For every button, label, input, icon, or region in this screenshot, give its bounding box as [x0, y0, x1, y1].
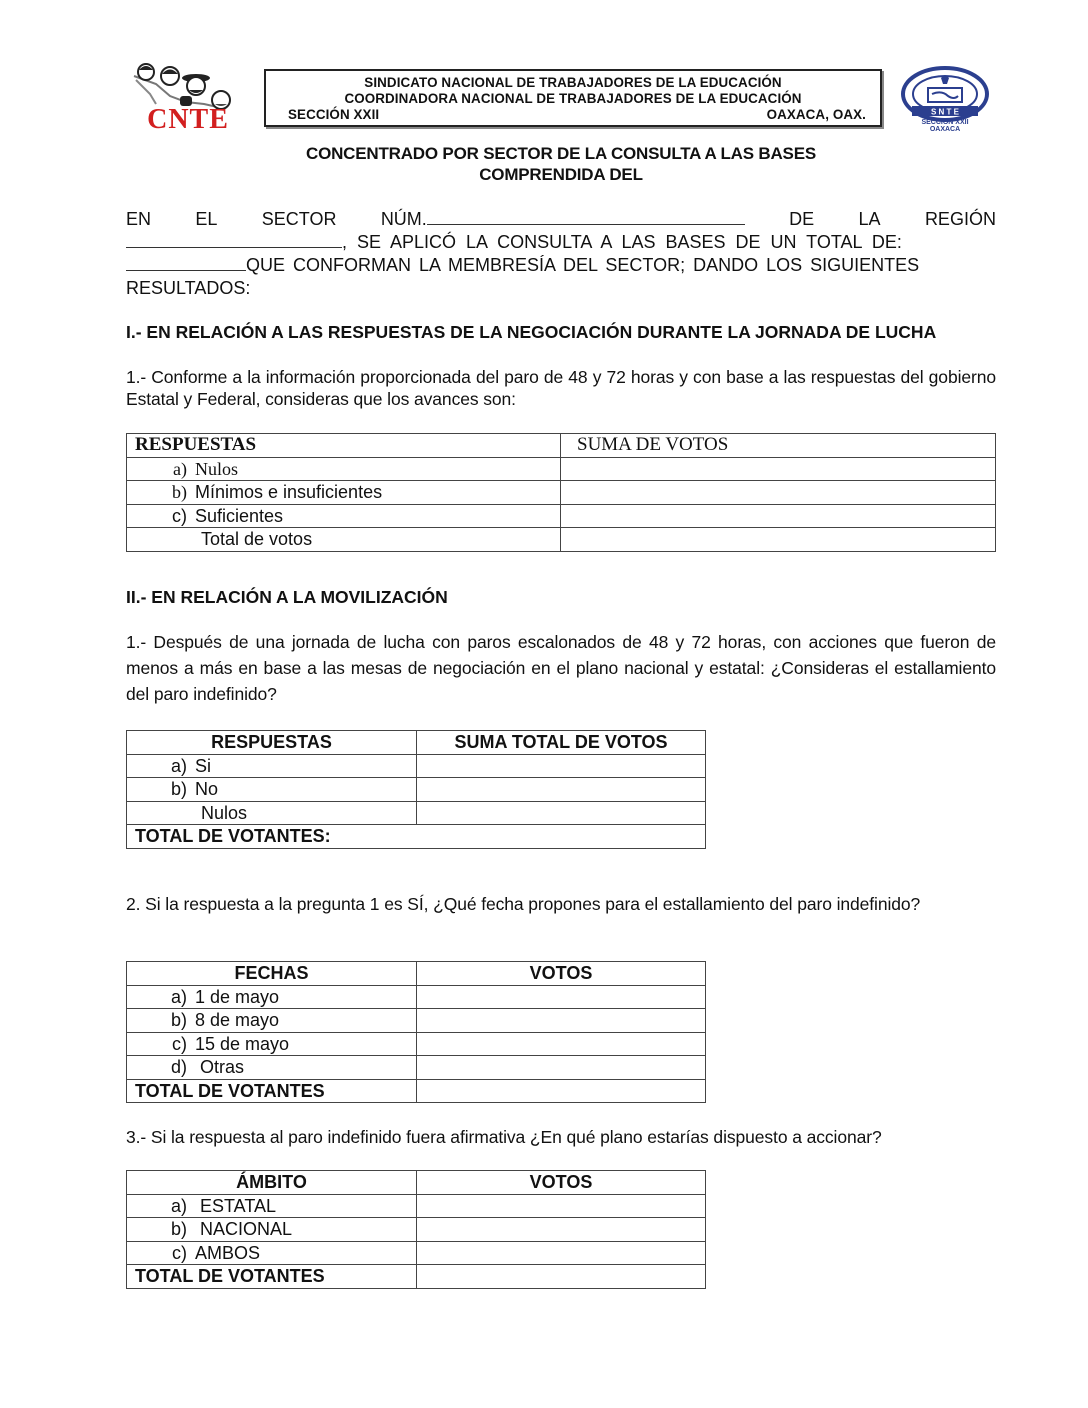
section-2-heading: II.- EN RELACIÓN A LA MOVILIZACIÓN	[126, 587, 448, 607]
votes-cell[interactable]	[417, 1194, 706, 1218]
svg-text:OAXACA: OAXACA	[929, 126, 961, 132]
sector-number-blank[interactable]	[427, 208, 745, 225]
column-header: SUMA TOTAL DE VOTOS	[417, 731, 706, 755]
region-blank[interactable]	[126, 231, 342, 248]
option-letter: a)	[173, 458, 187, 479]
votes-cell[interactable]	[417, 778, 706, 802]
header-line-3	[274, 107, 872, 123]
votes-cell[interactable]	[417, 1218, 706, 1242]
header-line-1: SINDICATO NACIONAL DE TRABAJADORES DE LA EDUCACIÓN	[364, 75, 782, 90]
column-header: FECHAS	[127, 962, 417, 986]
table-row	[127, 754, 706, 778]
table-row-total	[127, 1079, 706, 1103]
option-letter: a)	[170, 1195, 187, 1216]
table-row	[127, 504, 996, 528]
table-header-row	[127, 1171, 706, 1195]
section-2-question-1: 1.- Después de una jornada de lucha con paros escalonados de 48 y 72 horas, con acciones que fueron de menos a más en base a las mesas de negociación en el plano nacional y estatal: ¿Consideras el estallamiento del paro indefinido?	[126, 632, 996, 704]
header-line-2: COORDINADORA NACIONAL DE TRABAJADORES DE LA EDUCACIÓN	[344, 91, 802, 106]
option-label: 8 de mayo	[195, 1010, 280, 1031]
option-letter: c)	[172, 505, 187, 526]
intro-text: QUE CONFORMAN LA MEMBRESÍA DEL SECTOR; DANDO LOS SIGUIENTES	[246, 255, 920, 275]
intro-line-3	[126, 254, 996, 277]
votes-cell[interactable]	[417, 801, 706, 825]
votes-cell[interactable]	[561, 457, 996, 481]
intro-word: DE	[789, 209, 815, 229]
column-header: ÁMBITO	[127, 1171, 417, 1195]
intro-word: SECTOR	[261, 209, 337, 229]
section-1-heading: I.- EN RELACIÓN A LAS RESPUESTAS DE LA NEGOCIACIÓN DURANTE LA JORNADA DE LUCHA	[126, 322, 937, 342]
votes-cell[interactable]	[561, 481, 996, 505]
option-letter: c)	[172, 1033, 187, 1054]
votes-cell[interactable]	[417, 1056, 706, 1080]
option-letter: a)	[170, 986, 187, 1007]
option-label: 15 de mayo	[195, 1033, 290, 1054]
title-line-2: COMPRENDIDA DEL	[479, 165, 643, 184]
table-row-total	[127, 1265, 706, 1289]
votes-cell[interactable]	[417, 1241, 706, 1265]
option-label: Nulos	[195, 458, 239, 479]
votes-cell[interactable]	[561, 528, 996, 552]
votes-cell[interactable]	[417, 1009, 706, 1033]
option-letter: b)	[172, 482, 187, 503]
column-header: VOTOS	[417, 962, 706, 986]
option-label: Suficientes	[195, 505, 284, 526]
option-letter: d)	[170, 1057, 187, 1078]
intro-line-2	[126, 231, 996, 254]
option-label: Otras	[195, 1057, 245, 1078]
column-header: VOTOS	[417, 1171, 706, 1195]
option-label: No	[195, 779, 219, 800]
indefinite-strike-table	[126, 730, 706, 849]
total-voters-label: TOTAL DE VOTANTES:	[127, 825, 706, 849]
option-label: ESTATAL	[195, 1195, 277, 1216]
table-row	[127, 481, 996, 505]
table-row	[127, 1056, 706, 1080]
option-label: 1 de mayo	[195, 986, 280, 1007]
intro-word: EL	[195, 209, 218, 229]
option-label: Total de votos	[127, 528, 561, 552]
negotiation-results-table	[126, 433, 996, 552]
intro-paragraph	[126, 208, 996, 300]
svg-text:S N T E: S N T E	[930, 107, 960, 117]
votes-cell[interactable]	[417, 754, 706, 778]
column-header: SUMA DE VOTOS	[561, 434, 996, 458]
title-line-1: CONCENTRADO POR SECTOR DE LA CONSULTA A LAS BASES	[306, 144, 816, 163]
total-voters-label: TOTAL DE VOTANTES	[127, 1079, 417, 1103]
svg-text:CNTE: CNTE	[147, 104, 229, 130]
section-2-question-2: 2. Si la respuesta a la pregunta 1 es SÍ, ¿Qué fecha propones para el estallamiento del paro indefinido?	[126, 894, 921, 914]
table-header-row	[127, 434, 996, 458]
table-row	[127, 985, 706, 1009]
section-2-question-3: 3.- Si la respuesta al paro indefinido fuera afirmativa ¿En qué plano estarías dispuesto a accionar?	[126, 1127, 882, 1147]
option-label: Si	[195, 755, 212, 776]
option-letter: c)	[172, 1242, 187, 1263]
table-row	[127, 778, 706, 802]
scope-table	[126, 1170, 706, 1289]
option-letter: b)	[170, 779, 187, 800]
total-votes-cell[interactable]	[417, 1265, 706, 1289]
column-header: RESPUESTAS	[127, 434, 561, 458]
table-row-total	[127, 528, 996, 552]
table-row	[127, 1032, 706, 1056]
table-row	[127, 1194, 706, 1218]
column-header: RESPUESTAS	[127, 731, 417, 755]
intro-line-1	[126, 208, 996, 231]
option-label: AMBOS	[195, 1242, 261, 1263]
intro-word: EN	[126, 209, 152, 229]
table-row	[127, 1241, 706, 1265]
votes-cell[interactable]	[417, 985, 706, 1009]
membership-total-blank[interactable]	[126, 254, 246, 271]
table-row	[127, 1218, 706, 1242]
option-label: Mínimos e insuficientes	[195, 482, 383, 503]
intro-word: NÚM.	[380, 209, 427, 229]
total-votes-cell[interactable]	[417, 1079, 706, 1103]
union-header-box	[264, 69, 882, 127]
option-letter: a)	[170, 755, 187, 776]
option-label: NACIONAL	[195, 1219, 293, 1240]
intro-word: LA	[858, 209, 881, 229]
table-row-total	[127, 825, 706, 849]
votes-cell[interactable]	[417, 1032, 706, 1056]
location-label: OAXACA, OAX.	[766, 107, 866, 122]
table-header-row	[127, 731, 706, 755]
section-label: SECCIÓN XXII	[288, 107, 380, 122]
votes-cell[interactable]	[561, 504, 996, 528]
strike-date-table	[126, 961, 706, 1103]
snte-logo-icon	[896, 66, 994, 132]
section-1-question: 1.- Conforme a la información proporcionada del paro de 48 y 72 horas y con base a las respuestas del gobierno Estatal y Federal, consideras que los avances son:	[126, 367, 996, 409]
intro-line-4: RESULTADOS:	[126, 278, 251, 298]
svg-text:SECCION XXII: SECCION XXII	[921, 119, 969, 126]
table-row	[127, 801, 706, 825]
table-header-row	[127, 962, 706, 986]
option-label: Nulos	[127, 801, 417, 825]
letterhead	[126, 62, 994, 132]
table-row	[127, 457, 996, 481]
intro-word: REGIÓN	[924, 209, 996, 229]
document-title	[126, 143, 996, 185]
option-letter: b)	[170, 1219, 187, 1240]
intro-text: , SE APLICÓ LA CONSULTA A LAS BASES DE UN TOTAL DE:	[342, 232, 902, 252]
total-voters-label: TOTAL DE VOTANTES	[127, 1265, 417, 1289]
table-row	[127, 1009, 706, 1033]
cnte-logo-icon	[126, 62, 251, 130]
option-letter: b)	[170, 1010, 187, 1031]
